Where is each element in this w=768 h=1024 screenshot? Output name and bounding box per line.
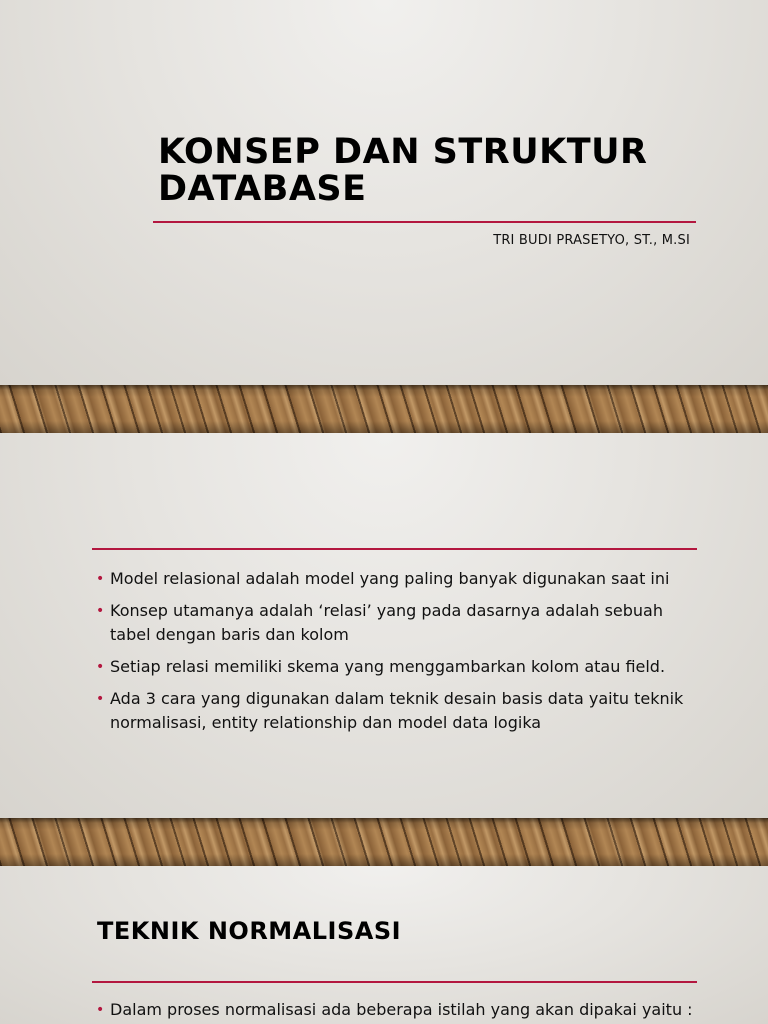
slide-heading: TEKNIK NORMALISASI	[97, 917, 402, 945]
title-divider	[153, 221, 696, 223]
slide-2[interactable]	[0, 433, 768, 818]
bullet-icon: •	[96, 691, 105, 707]
list-item	[96, 567, 696, 591]
bullet-icon: •	[96, 603, 105, 619]
bullet-text: Ada 3 cara yang digunakan dalam teknik desain basis data yaitu teknik normalisasi, entity relationship dan model data logika	[110, 689, 684, 732]
slide-3[interactable]	[0, 866, 768, 1024]
bullet-list	[96, 998, 696, 1024]
list-item	[96, 655, 696, 679]
bullet-text: Dalam proses normalisasi ada beberapa istilah yang akan dipakai yaitu :	[110, 1000, 693, 1019]
list-item	[96, 687, 696, 735]
content-divider	[92, 981, 697, 983]
content-divider	[92, 548, 697, 550]
slide-title-line-1: KONSEP DAN STRUKTUR	[158, 132, 648, 172]
bullet-text: Konsep utamanya adalah ‘relasi’ yang pada dasarnya adalah sebuah tabel dengan baris dan kolom	[110, 601, 663, 644]
slide-title	[158, 134, 718, 208]
wood-floor-divider	[0, 818, 768, 866]
bullet-list	[96, 567, 696, 743]
bullet-text: Model relasional adalah model yang paling banyak digunakan saat ini	[110, 569, 670, 588]
bullet-icon: •	[96, 571, 105, 587]
wood-floor-divider	[0, 385, 768, 433]
slide-1[interactable]	[0, 0, 768, 385]
bullet-icon: •	[96, 1002, 105, 1018]
list-item	[96, 998, 696, 1022]
bullet-icon: •	[96, 659, 105, 675]
list-item	[96, 599, 696, 647]
bullet-text: Setiap relasi memiliki skema yang menggambarkan kolom atau field.	[110, 657, 666, 676]
slide-title-line-2: DATABASE	[158, 169, 367, 209]
slide-subtitle-author: TRI BUDI PRASETYO, ST., M.SI	[493, 233, 690, 248]
